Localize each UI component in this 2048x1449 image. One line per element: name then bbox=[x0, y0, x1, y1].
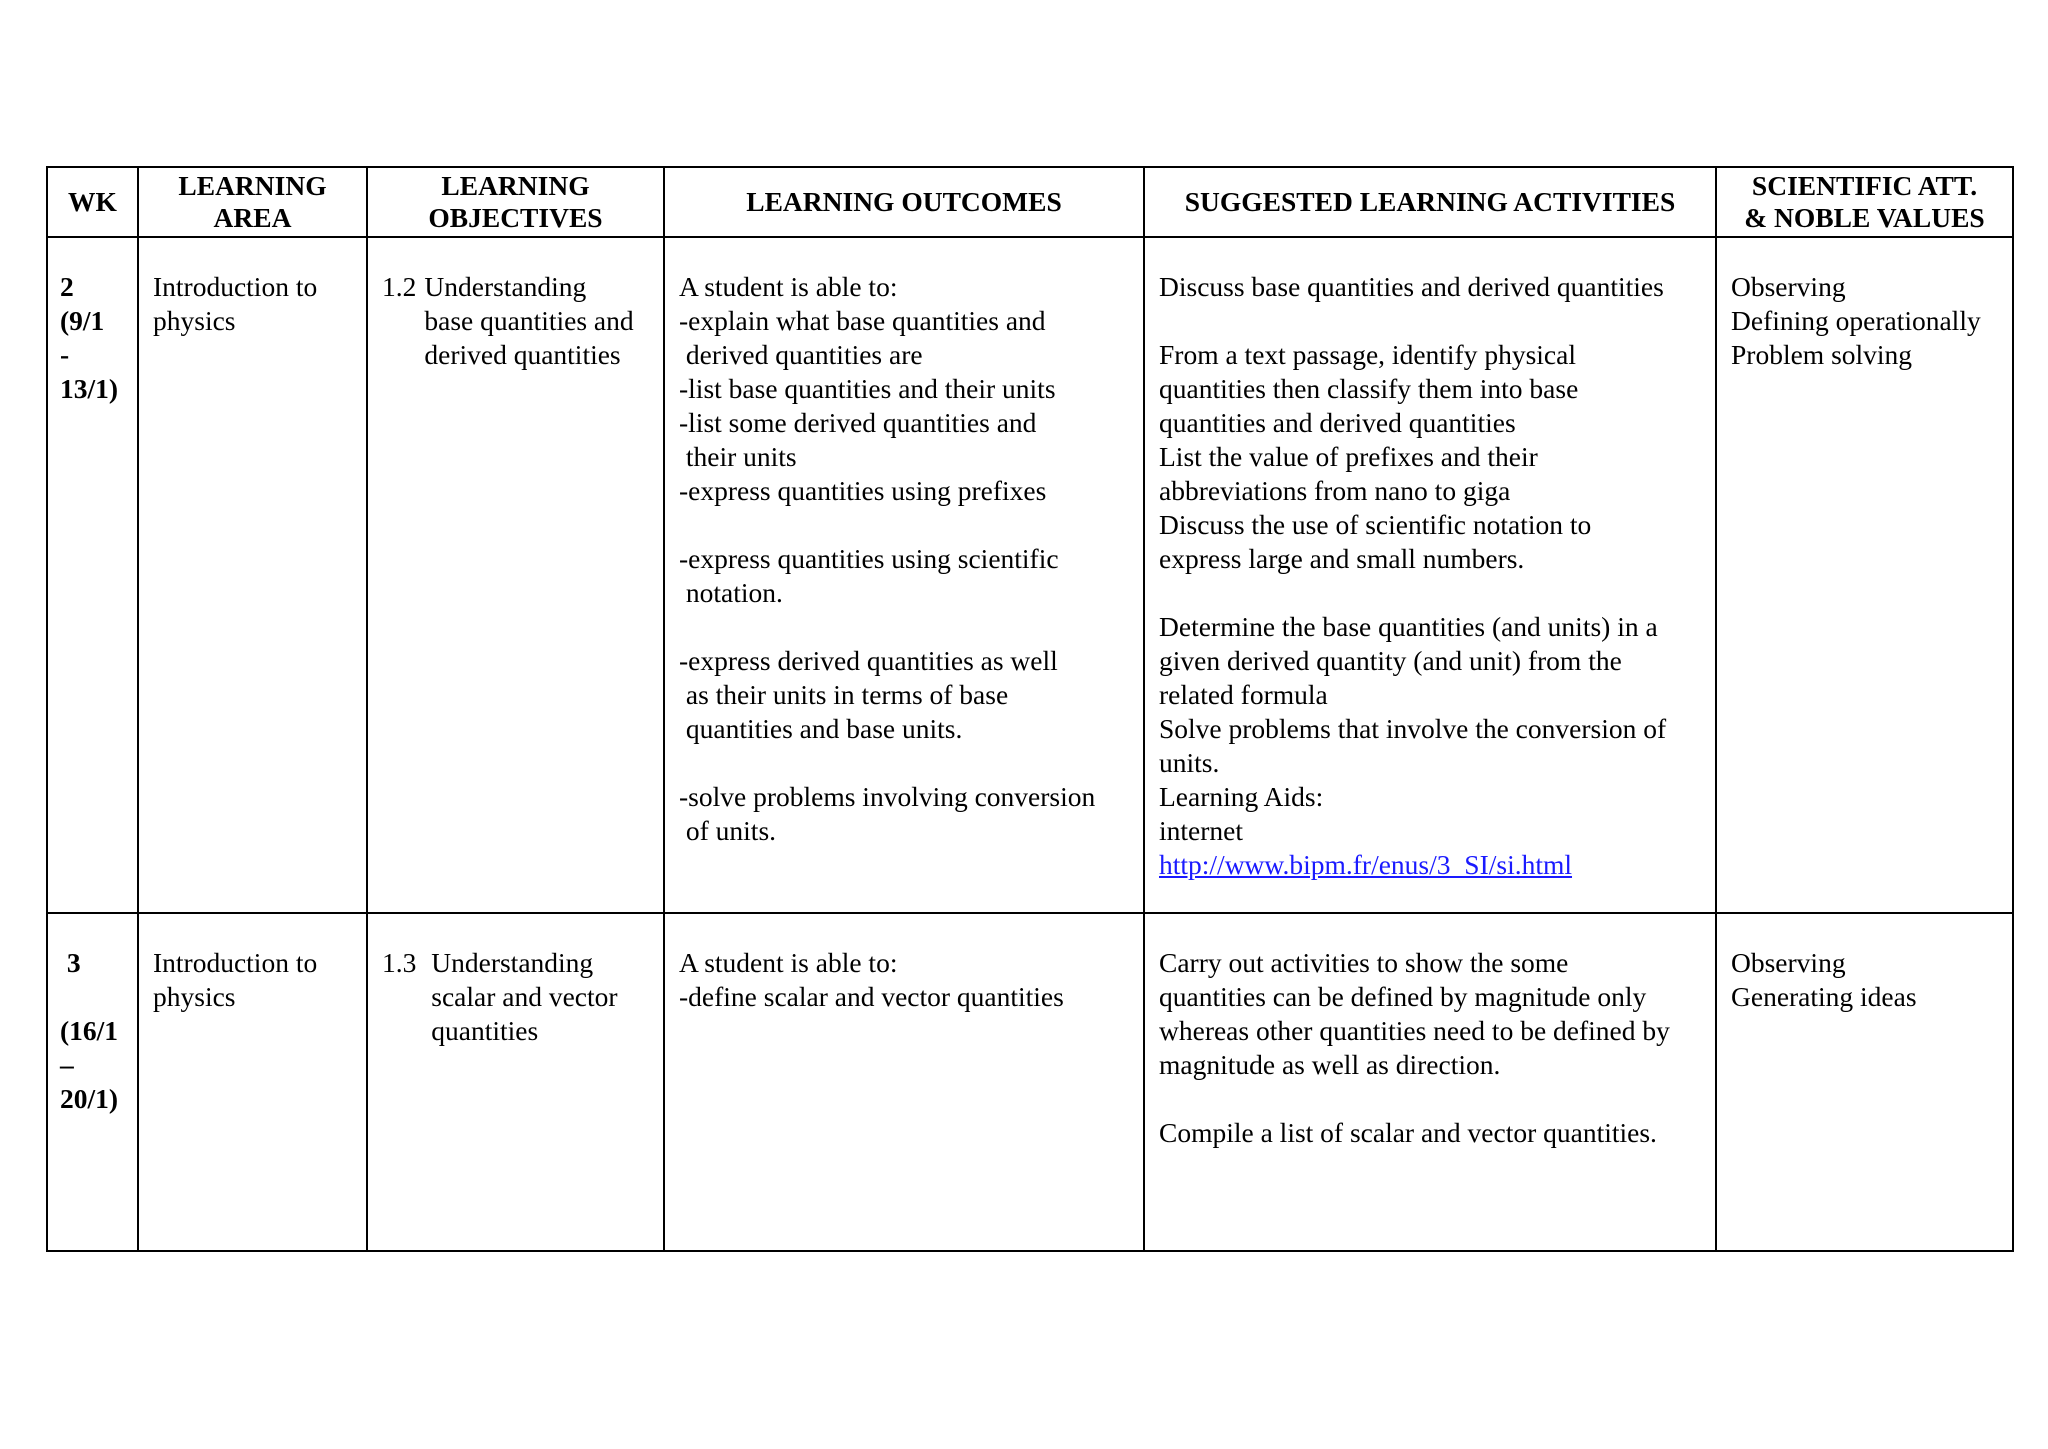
header-scientific-attitudes bbox=[1716, 167, 2013, 237]
text-line: scalar and vector bbox=[431, 981, 618, 1012]
header-learning-area bbox=[138, 167, 367, 237]
learning-objective-cell bbox=[367, 913, 664, 1251]
text-line: Discuss the use of scientific notation to bbox=[1159, 509, 1592, 540]
text-line: units. bbox=[1159, 747, 1220, 778]
scientific-values-cell bbox=[1716, 237, 2013, 913]
scientific-values-cell bbox=[1716, 913, 2013, 1251]
text-line: -define scalar and vector quantities bbox=[679, 981, 1064, 1012]
learning-area-cell bbox=[138, 913, 367, 1251]
text-line bbox=[679, 746, 1131, 780]
text-line: (9/1 bbox=[60, 305, 105, 336]
text-line: 13/1) bbox=[60, 373, 119, 404]
text-line: quantities can be defined by magnitude only bbox=[1159, 981, 1647, 1012]
learning-activities-cell bbox=[1144, 237, 1716, 913]
objective-number: 1.3 bbox=[382, 947, 424, 978]
text-line: AREA bbox=[213, 202, 292, 233]
text-line: magnitude as well as direction. bbox=[1159, 1049, 1501, 1080]
text-line: -list base quantities and their units bbox=[679, 373, 1056, 404]
text-line: -list some derived quantities and bbox=[679, 407, 1037, 438]
text-line: Understanding bbox=[424, 271, 587, 302]
text-line: Learning Aids: bbox=[1159, 781, 1324, 812]
table-row bbox=[47, 237, 2013, 913]
text-line: 20/1) bbox=[60, 1083, 119, 1114]
text-line: - bbox=[60, 339, 70, 370]
text-line: OBJECTIVES bbox=[428, 202, 603, 233]
text-line: of units. bbox=[679, 815, 777, 846]
text-line: physics bbox=[153, 305, 236, 336]
text-line: internet bbox=[1159, 815, 1243, 846]
text-line: – bbox=[60, 1049, 74, 1080]
text-line: quantities bbox=[431, 1015, 539, 1046]
text-line: Generating ideas bbox=[1731, 981, 1917, 1012]
text-line bbox=[60, 980, 133, 1014]
bipm-si-link[interactable]: http://www.bipm.fr/enus/3_SI/si.html bbox=[1159, 849, 1573, 880]
table-row bbox=[47, 913, 2013, 1251]
text-line: List the value of prefixes and their bbox=[1159, 441, 1538, 472]
text-line: Solve problems that involve the conversion of bbox=[1159, 713, 1667, 744]
text-line: 2 bbox=[60, 271, 74, 302]
text-line: SCIENTIFIC ATT. bbox=[1751, 170, 1978, 201]
text-line: Problem solving bbox=[1731, 339, 1913, 370]
text-line bbox=[1159, 576, 1703, 610]
text-line: Observing bbox=[1731, 947, 1846, 978]
text-line: A student is able to: bbox=[679, 271, 898, 302]
text-line: A student is able to: bbox=[679, 947, 898, 978]
header-row bbox=[47, 167, 2013, 237]
text-line: physics bbox=[153, 981, 236, 1012]
text-line: Carry out activities to show the some bbox=[1159, 947, 1569, 978]
text-line: their units bbox=[679, 441, 797, 472]
text-line: given derived quantity (and unit) from the bbox=[1159, 645, 1622, 676]
objective-number: 1.2 bbox=[382, 271, 417, 302]
text-line: WK bbox=[68, 186, 117, 217]
text-line bbox=[1159, 1082, 1703, 1116]
text-line: as their units in terms of base bbox=[679, 679, 1009, 710]
scheme-of-work-table bbox=[46, 166, 2014, 1252]
text-line: base quantities and bbox=[424, 305, 634, 336]
text-line: quantities and base units. bbox=[679, 713, 963, 744]
week-cell bbox=[47, 237, 138, 913]
text-line bbox=[679, 508, 1131, 542]
text-line: Introduction to bbox=[153, 947, 318, 978]
text-line: Discuss base quantities and derived quantities bbox=[1159, 271, 1664, 302]
text-line: -express derived quantities as well bbox=[679, 645, 1058, 676]
learning-objective-cell bbox=[367, 237, 664, 913]
week-cell bbox=[47, 913, 138, 1251]
header-learning-outcomes bbox=[664, 167, 1144, 237]
learning-outcomes-cell bbox=[664, 237, 1144, 913]
text-line: LEARNING bbox=[178, 170, 327, 201]
text-line: Introduction to bbox=[153, 271, 318, 302]
text-line: & NOBLE VALUES bbox=[1744, 202, 1985, 233]
text-line: quantities and derived quantities bbox=[1159, 407, 1516, 438]
text-line: -solve problems involving conversion bbox=[679, 781, 1096, 812]
text-line: -express quantities using scientific bbox=[679, 543, 1059, 574]
text-line bbox=[1159, 304, 1703, 338]
learning-activities-cell bbox=[1144, 913, 1716, 1251]
text-line bbox=[679, 610, 1131, 644]
learning-outcomes-cell bbox=[664, 913, 1144, 1251]
text-line: (16/1 bbox=[60, 1015, 119, 1046]
text-line: Understanding bbox=[431, 947, 594, 978]
text-line: LEARNING OUTCOMES bbox=[746, 186, 1062, 217]
learning-area-cell bbox=[138, 237, 367, 913]
text-line: derived quantities bbox=[424, 339, 621, 370]
text-line: Defining operationally bbox=[1731, 305, 1981, 336]
header-suggested-learning-activities bbox=[1144, 167, 1716, 237]
text-line: SUGGESTED LEARNING ACTIVITIES bbox=[1184, 186, 1676, 217]
text-line: -express quantities using prefixes bbox=[679, 475, 1047, 506]
text-line: From a text passage, identify physical bbox=[1159, 339, 1576, 370]
header-wk bbox=[47, 167, 138, 237]
text-line: whereas other quantities need to be defined by bbox=[1159, 1015, 1670, 1046]
text-line: Observing bbox=[1731, 271, 1846, 302]
header-learning-objectives bbox=[367, 167, 664, 237]
text-line: Compile a list of scalar and vector quantities. bbox=[1159, 1117, 1657, 1148]
text-line: Determine the base quantities (and units) in a bbox=[1159, 611, 1658, 642]
text-line: notation. bbox=[679, 577, 783, 608]
text-line: express large and small numbers. bbox=[1159, 543, 1525, 574]
text-line: 3 bbox=[60, 947, 81, 978]
text-line: abbreviations from nano to giga bbox=[1159, 475, 1511, 506]
text-line: -explain what base quantities and bbox=[679, 305, 1046, 336]
text-line: LEARNING bbox=[441, 170, 590, 201]
text-line: derived quantities are bbox=[679, 339, 923, 370]
text-line: related formula bbox=[1159, 679, 1328, 710]
text-line: quantities then classify them into base bbox=[1159, 373, 1579, 404]
